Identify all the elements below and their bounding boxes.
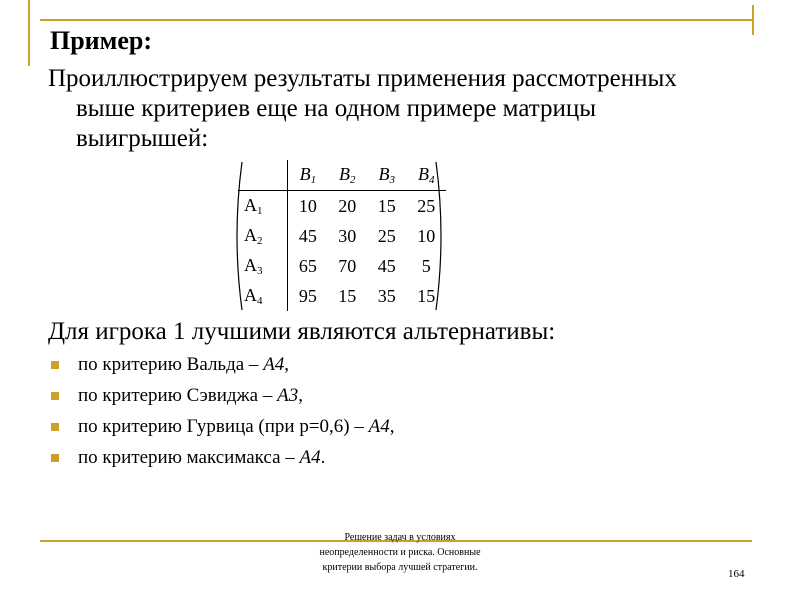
matrix-cell: 25 [377, 225, 396, 246]
matrix-cell: 45 [298, 225, 317, 246]
matrix-header-row [238, 160, 446, 191]
matrix-cell: 25 [417, 195, 436, 216]
right-vertical-rule [752, 5, 754, 35]
matrix-cell: 70 [338, 255, 357, 276]
matrix-corner [238, 160, 288, 191]
slide-heading: Пример: [50, 26, 153, 55]
row-header-a2: $A_2$ [238, 221, 288, 251]
col-header-b3: $B_3$ [367, 160, 406, 191]
list-item [48, 445, 394, 476]
criterion-end: , [389, 416, 395, 437]
matrix-row-a3 [238, 251, 446, 281]
matrix-cell: 15 [377, 195, 396, 216]
matrix-cell: 35 [377, 285, 396, 306]
intro-text: Проиллюстрируем результаты применения рассмотренных выше критериев еще на одном примере матрицы выигрышей: [48, 65, 677, 152]
footer-line: неопределенности и риска. Основные [319, 547, 481, 558]
top-rule [40, 19, 752, 21]
matrix-cell: 15 [338, 285, 357, 306]
criterion-end: , [284, 354, 290, 375]
footer-line: критерии выбора лучшей стратегии. [322, 562, 478, 573]
criterion-answer: А3 [277, 385, 299, 406]
slide-footer [285, 530, 515, 575]
square-bullet-icon [51, 454, 59, 462]
footer-line: Решение задач в условиях [344, 532, 456, 543]
payoff-matrix [232, 160, 446, 312]
matrix-cell: 10 [417, 225, 436, 246]
matrix-row-a1 [238, 191, 446, 222]
row-header-a4: $A_4$ [238, 281, 288, 311]
square-bullet-icon [51, 361, 59, 369]
criterion-answer: А4 [299, 447, 321, 468]
page-number: 164 [728, 568, 745, 580]
list-item [48, 383, 394, 414]
criterion-label: по критерию Гурвица (при р=0,6) – [78, 416, 369, 437]
criteria-list [48, 352, 394, 476]
matrix-cell: 95 [298, 285, 317, 306]
square-bullet-icon [51, 423, 59, 431]
criterion-end: , [298, 385, 303, 406]
matrix-row-a2 [238, 221, 446, 251]
criterion-end: . [320, 447, 326, 468]
col-header-b4: $B_4$ [407, 160, 447, 191]
matrix-cell: 45 [377, 255, 396, 276]
row-header-a1: $A_1$ [238, 191, 288, 222]
matrix-cell: 30 [338, 225, 357, 246]
matrix-table [238, 160, 446, 311]
matrix-cell: 20 [338, 195, 357, 216]
criterion-answer: А4 [263, 354, 285, 375]
matrix-cell: 5 [421, 255, 431, 276]
list-item [48, 352, 394, 383]
col-header-b2: $B_2$ [328, 160, 367, 191]
criterion-answer: А4 [368, 416, 390, 437]
col-header-b1: $B_1$ [288, 160, 328, 191]
matrix-cell: 10 [298, 195, 317, 216]
matrix-row-a4 [238, 281, 446, 311]
matrix-cell: 65 [298, 255, 317, 276]
list-item [48, 414, 394, 445]
criterion-label: по критерию Сэвиджа – [78, 385, 278, 406]
matrix-cell: 15 [417, 285, 436, 306]
criterion-label: по критерию Вальда – [78, 354, 264, 375]
row-header-a3: $A_3$ [238, 251, 288, 281]
criterion-label: по критерию максимакса – [78, 447, 300, 468]
left-vertical-rule [28, 0, 30, 66]
conclusion-text: Для игрока 1 лучшими являются альтернативы: [48, 318, 556, 345]
square-bullet-icon [51, 392, 59, 400]
